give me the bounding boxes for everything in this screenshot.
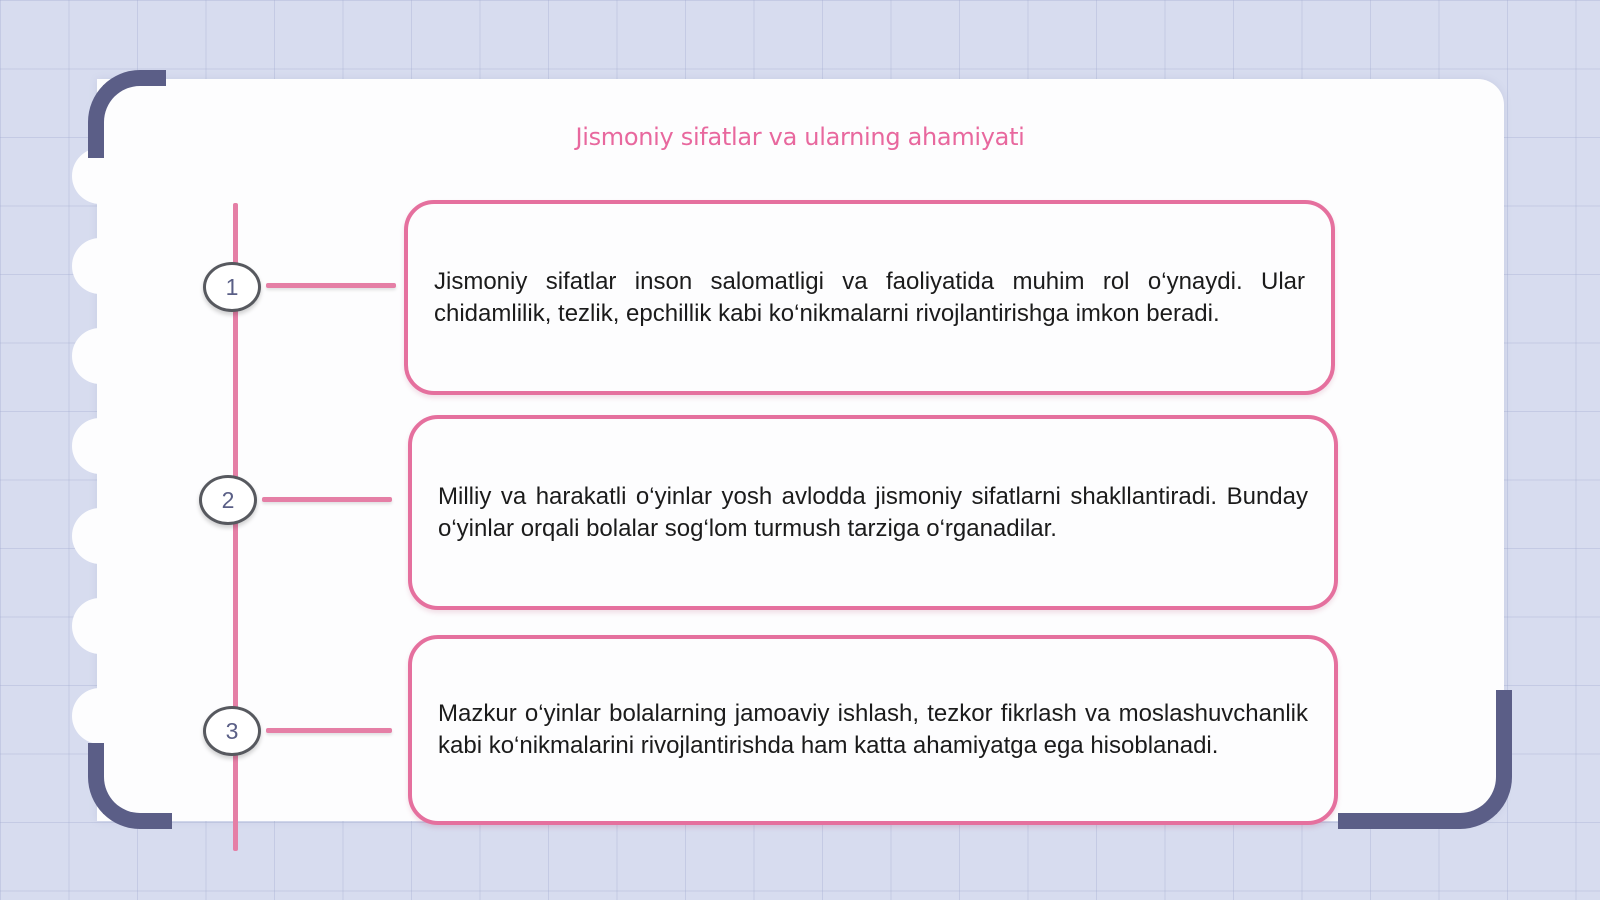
content-card	[404, 200, 1335, 395]
timeline-connector	[262, 497, 392, 502]
content-card	[408, 635, 1338, 825]
notebook-ring-hole	[72, 328, 128, 384]
notebook-ring-hole	[72, 688, 128, 744]
step-number-badge: 3	[203, 706, 261, 756]
content-card-text: Mazkur o‘yinlar bolalarning jamoaviy ishlash, tezkor fikrlash va moslashuvchanlik kabi ko‘nikmalarini rivojlantirishda ham katta ahamiyatga ega hisoblanadi.	[438, 700, 1308, 759]
notebook-ring-hole	[72, 508, 128, 564]
slide-title: Jismoniy sifatlar va ularning ahamiyati	[575, 123, 1025, 151]
content-card-text: Milliy va harakatli o‘yinlar yosh avlodda jismoniy sifatlarni shakllantiradi. Bunday o‘yinlar orqali bolalar sog‘lom turmush tarziga o‘rganadilar.	[438, 482, 1308, 542]
step-number-badge: 2	[199, 475, 257, 525]
timeline-connector	[266, 283, 396, 288]
content-card-text: Jismoniy sifatlar inson salomatligi va faoliyatida muhim rol o‘ynaydi. Ular chidamlilik, tezlik, epchillik kabi ko‘nikmalarni rivojlantirishga imkon beradi.	[434, 267, 1305, 327]
notebook-ring-hole	[72, 418, 128, 474]
notebook-ring-hole	[72, 598, 128, 654]
notebook-ring-hole	[72, 238, 128, 294]
timeline-connector	[266, 728, 392, 733]
step-number-badge: 1	[203, 262, 261, 312]
content-card	[408, 415, 1338, 610]
corner-bracket-bottom-right	[1338, 690, 1512, 829]
